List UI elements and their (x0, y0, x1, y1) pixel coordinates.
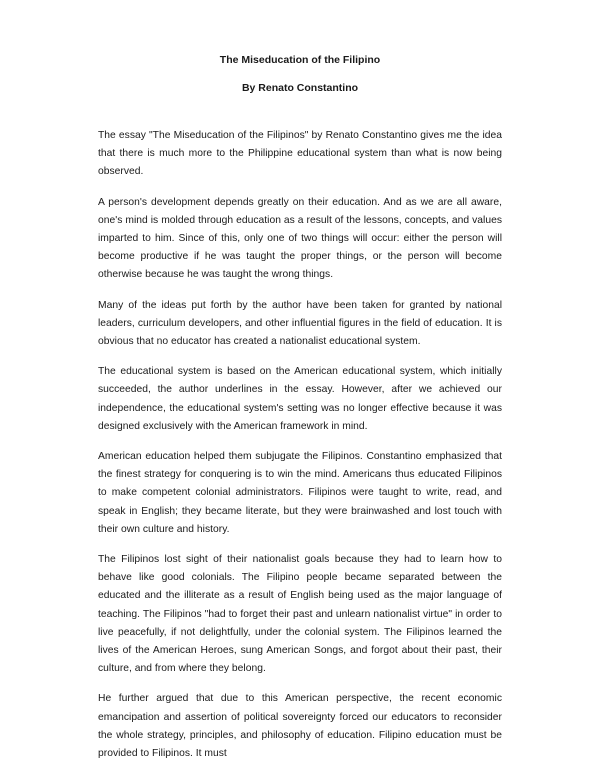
paragraph-4: The educational system is based on the American educational system, which initially succeeded, the author underlines in the essay. However, after we achieved our independence, the educational system's setting was no longer effective because it was designed exclusively with the American framework in mind. (98, 366, 502, 432)
document-body (98, 127, 502, 775)
paragraph-6: The Filipinos lost sight of their nationalist goals because they had to learn how to behave like good colonials. The Filipino people became separated between the educated and the illiterate as a result of English being used as the major language of teaching. The Filipinos "had to forget their past and unlearn nationalist virtue" in order to live peacefully, if not delightfully, under the colonial system. The Filipinos learned the lives of the American Heroes, sung American Songs, and forgot about their past, their culture, and from where they belong. (98, 554, 502, 675)
paragraph-2: A person's development depends greatly on their education. And as we are all aware, one's mind is molded through education as a result of the lessons, concepts, and values imparted to him. Since of this, only one of two things will occur: either the person will become productive if he was taught the proper things, or the person will become otherwise because he was taught the wrong things. (98, 196, 502, 281)
paragraph-7: He further argued that due to this American perspective, the recent economic emancipation and assertion of political sovereignty forced our educators to reconsider the whole strategy, principles, and philosophy of education. Filipino education must be provided to Filipinos. It must (98, 693, 502, 760)
document-author: By Renato Constantino (241, 82, 359, 94)
paragraph-5: American education helped them subjugate the Filipinos. Constantino emphasized that the finest strategy for conquering is to win the mind. Americans thus educated Filipinos to make competent colonial administrators. Filipinos were taught to write, read, and speak in English; they became literate, but they were brainwashed and lost touch with their own culture and history. (98, 451, 502, 535)
paragraph-1: The essay "The Miseducation of the Filipinos" by Renato Constantino gives me the idea that there is much more to the Philippine educational system than what is now being observed. (98, 130, 502, 178)
paragraph-3: Many of the ideas put forth by the author have been taken for granted by national leaders, curriculum developers, and other influential figures in the field of education. It is obvious that no educator has created a nationalist educational system. (98, 299, 502, 348)
document-title: The Miseducation of the Filipino (219, 54, 381, 66)
